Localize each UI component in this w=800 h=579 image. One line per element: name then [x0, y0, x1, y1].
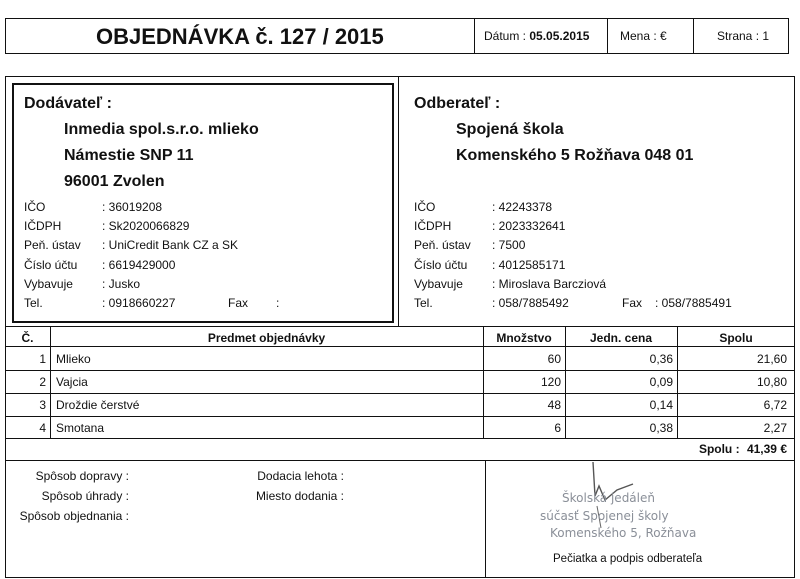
row-item: Vajcia	[56, 375, 88, 389]
supplier-handler: Vybavuje	[24, 277, 73, 291]
stamp-line-1: Školská jedáleň	[562, 491, 655, 505]
row-number: 2	[39, 375, 46, 389]
row-item: Mlieko	[56, 352, 91, 366]
customer-heading: Odberateľ :	[414, 95, 501, 112]
customer-account-value: : 4012585171	[492, 258, 566, 272]
supplier-handler-value: : Jusko	[102, 277, 141, 291]
row-price: 0,38	[649, 421, 673, 435]
document-title: OBJEDNÁVKA č. 127 / 2015	[96, 24, 384, 49]
row-item: Droždie čerstvé	[56, 398, 140, 412]
date-field	[484, 29, 589, 43]
supplier-ico: IČO	[24, 200, 46, 214]
supplier-name: Inmedia spol.s.r.o. mlieko	[64, 121, 259, 138]
stamp-line-3: Komenského 5, Rožňava	[550, 526, 697, 540]
col-qty: Množstvo	[496, 331, 552, 345]
customer-bank: Peň. ústav	[414, 238, 471, 252]
date-label: Dátum :	[484, 29, 530, 43]
date-value: 05.05.2015	[529, 29, 590, 43]
col-price: Jedn. cena	[589, 331, 653, 345]
ordering-label: Spôsob objednania :	[19, 509, 129, 523]
customer-icdph-value: : 2023332641	[492, 219, 566, 233]
row-total: 6,72	[763, 398, 787, 412]
supplier-tel-value: : 0918660227	[102, 296, 176, 310]
col-no: Č.	[21, 331, 34, 345]
row-item: Smotana	[56, 421, 105, 435]
customer-ico-value: : 42243378	[492, 200, 553, 214]
supplier-heading: Dodávateľ :	[24, 95, 112, 112]
delivery-time-label: Dodacia lehota :	[257, 469, 344, 483]
supplier-fax-label: Fax	[228, 296, 249, 310]
delivery-place-label: Miesto dodania :	[255, 489, 344, 503]
row-number: 3	[39, 398, 46, 412]
payment-label: Spôsob úhrady :	[41, 489, 129, 503]
supplier-account: Číslo účtu	[24, 258, 78, 272]
supplier-city: 96001 Zvolen	[64, 173, 165, 190]
row-total: 2,27	[763, 421, 787, 435]
customer-icdph: IČDPH	[414, 219, 452, 233]
row-price: 0,36	[649, 352, 673, 366]
supplier-icdph: IČDPH	[24, 219, 62, 233]
supplier-icdph-value: : Sk2020066829	[102, 219, 190, 233]
customer-tel: Tel.	[414, 296, 433, 310]
customer-handler: Vybavuje	[414, 277, 463, 291]
row-number: 4	[39, 421, 46, 435]
row-price: 0,09	[649, 375, 673, 389]
row-total: 21,60	[756, 352, 787, 366]
row-number: 1	[39, 352, 46, 366]
row-qty: 120	[540, 375, 561, 389]
stamp-line-2: súčasť Spojenej školy	[540, 509, 669, 523]
customer-account: Číslo účtu	[414, 258, 468, 272]
customer-address: Komenského 5 Rožňava 048 01	[456, 147, 694, 164]
page-field: Strana : 1	[717, 29, 770, 43]
supplier-ico-value: : 36019208	[102, 200, 163, 214]
col-total: Spolu	[719, 331, 753, 345]
row-price: 0,14	[649, 398, 673, 412]
customer-fax-value: : 058/7885491	[655, 296, 732, 310]
supplier-bank-value: : UniCredit Bank CZ a SK	[102, 238, 239, 252]
customer-tel-value: : 058/7885492	[492, 296, 569, 310]
grand-total-label: Spolu :	[698, 442, 740, 456]
signature-caption: Pečiatka a podpis odberateľa	[553, 553, 703, 565]
row-qty: 6	[554, 421, 561, 435]
grand-total-value: 41,39 €	[746, 442, 787, 456]
customer-ico: IČO	[414, 200, 436, 214]
col-item: Predmet objednávky	[207, 331, 326, 345]
customer-fax-label: Fax	[622, 296, 643, 310]
supplier-street: Námestie SNP 11	[64, 147, 194, 164]
grand-total	[600, 442, 787, 456]
supplier-bank: Peň. ústav	[24, 238, 81, 252]
transport-label: Spôsob dopravy :	[35, 469, 129, 483]
row-qty: 48	[547, 398, 561, 412]
supplier-tel: Tel.	[24, 296, 43, 310]
supplier-account-value: : 6619429000	[102, 258, 176, 272]
customer-name: Spojená škola	[456, 121, 564, 138]
customer-handler-value: : Miroslava Barcziová	[492, 277, 607, 291]
currency-field: Mena : €	[620, 29, 667, 43]
supplier-fax-value: :	[276, 296, 280, 310]
row-total: 10,80	[756, 375, 787, 389]
row-qty: 60	[547, 352, 561, 366]
customer-bank-value: : 7500	[492, 238, 526, 252]
